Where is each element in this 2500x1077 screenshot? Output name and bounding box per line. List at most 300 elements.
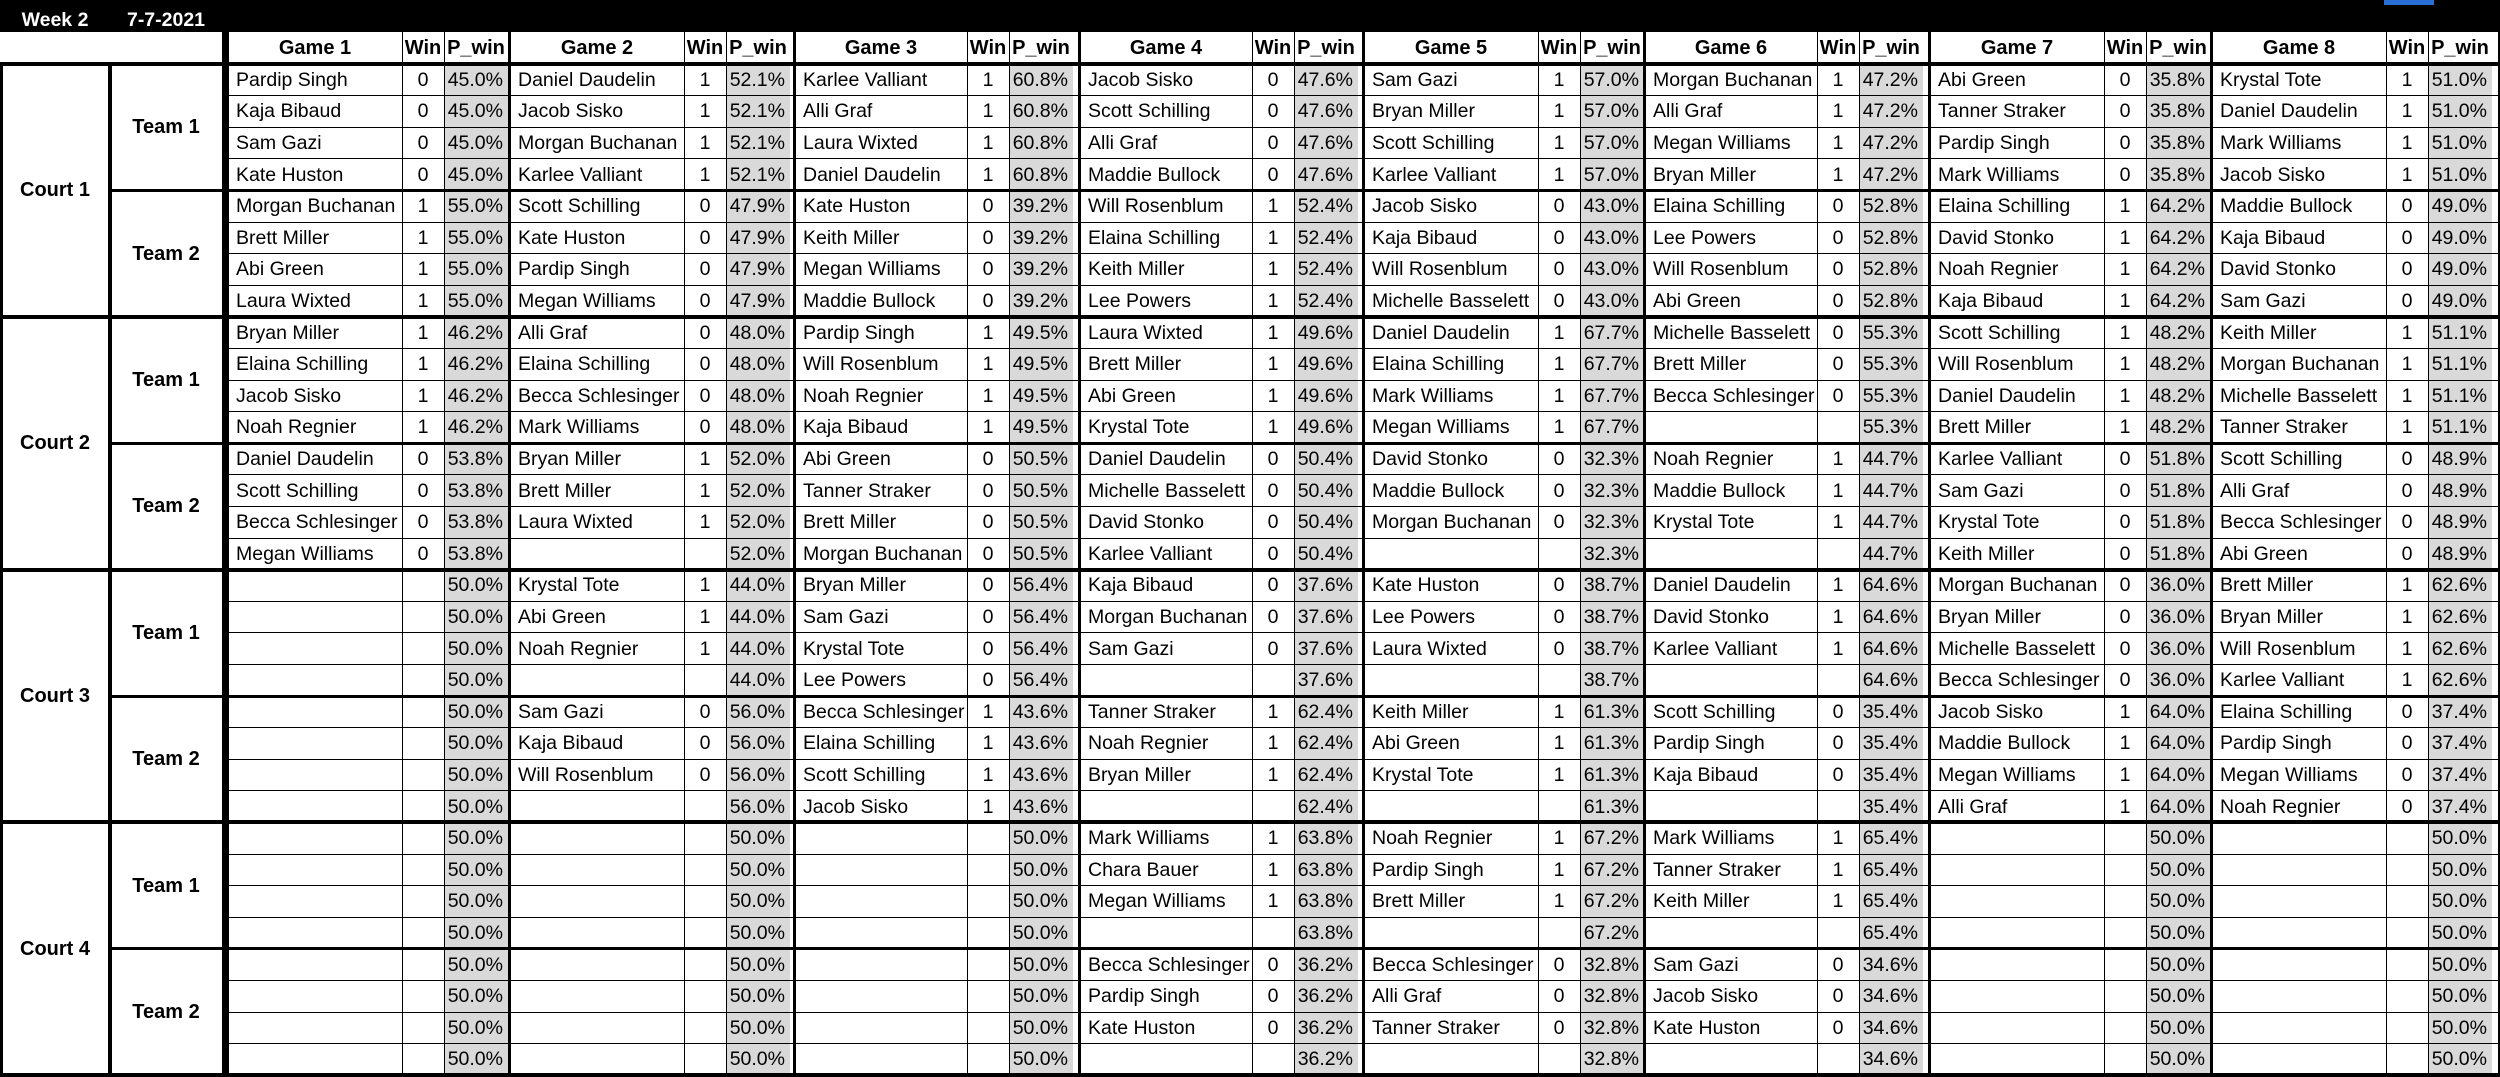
p-win-cell[interactable]: 38.7% (1580, 664, 1644, 696)
win-cell[interactable] (967, 886, 1009, 918)
win-cell[interactable]: 0 (417, 542, 429, 565)
p-win-cell[interactable]: 50.0% (2146, 886, 2210, 918)
p-win-cell[interactable]: 50.0% (2428, 980, 2492, 1012)
player-name-cell[interactable]: Noah Regnier (1938, 258, 2059, 281)
win-cell[interactable] (1538, 538, 1580, 570)
player-name-cell[interactable]: Krystal Tote (1938, 511, 2040, 534)
p-win-cell[interactable]: 43.6% (1009, 759, 1073, 791)
player-name-cell[interactable] (2212, 886, 2386, 918)
p-win-cell[interactable]: 50.0% (1009, 980, 1073, 1012)
player-name-cell[interactable] (228, 822, 402, 854)
player-name-cell[interactable] (2212, 917, 2386, 949)
player-name-cell[interactable]: Abi Green (2220, 542, 2308, 565)
p-win-cell[interactable]: 52.1% (726, 159, 790, 191)
player-name-cell[interactable]: Keith Miller (803, 226, 900, 249)
p-win-cell[interactable]: 64.0% (2146, 759, 2210, 791)
player-name-cell[interactable]: Will Rosenblum (1088, 195, 1224, 218)
p-win-cell[interactable]: 67.7% (1580, 412, 1644, 444)
p-win-cell[interactable]: 50.0% (2428, 886, 2492, 918)
win-cell[interactable]: 1 (2401, 100, 2413, 123)
p-win-cell[interactable]: 51.8% (2146, 506, 2210, 538)
player-name-cell[interactable]: Becca Schlesinger (1938, 669, 2100, 692)
win-cell[interactable]: 1 (2119, 321, 2131, 344)
p-win-cell[interactable]: 50.0% (444, 949, 508, 981)
win-cell[interactable]: 1 (1267, 763, 1279, 786)
player-name-cell[interactable]: Karlee Valliant (2220, 669, 2345, 692)
win-cell[interactable]: 1 (1832, 447, 1844, 470)
win-cell[interactable] (684, 538, 726, 570)
win-cell[interactable]: 0 (1832, 985, 1844, 1008)
p-win-cell[interactable]: 32.3% (1580, 475, 1644, 507)
win-cell[interactable]: 1 (1832, 100, 1844, 123)
win-cell[interactable] (967, 949, 1009, 981)
win-cell[interactable] (1252, 791, 1294, 823)
win-cell[interactable]: 1 (1553, 700, 1565, 723)
p-win-cell[interactable]: 34.6% (1859, 1012, 1923, 1044)
p-win-cell[interactable]: 37.4% (2428, 728, 2492, 760)
player-name-cell[interactable]: Megan Williams (1653, 131, 1791, 154)
win-cell[interactable]: 1 (1267, 732, 1279, 755)
win-cell[interactable]: 0 (982, 289, 994, 312)
win-cell[interactable]: 0 (417, 163, 429, 186)
player-name-cell[interactable]: Michelle Basselett (1372, 289, 1530, 312)
win-cell[interactable]: 0 (2119, 574, 2131, 597)
win-cell[interactable]: 0 (1267, 100, 1279, 123)
p-win-cell[interactable]: 37.4% (2428, 696, 2492, 728)
player-name-cell[interactable] (795, 1012, 967, 1044)
win-cell[interactable]: 1 (982, 416, 994, 439)
win-cell[interactable]: 1 (2401, 605, 2413, 628)
win-cell[interactable] (1538, 917, 1580, 949)
win-cell[interactable]: 1 (2119, 795, 2131, 818)
player-name-cell[interactable]: Will Rosenblum (518, 763, 654, 786)
player-name-cell[interactable] (228, 633, 402, 665)
win-cell[interactable]: 1 (2119, 258, 2131, 281)
p-win-cell[interactable]: 67.2% (1580, 854, 1644, 886)
win-cell[interactable]: 1 (982, 353, 994, 376)
player-name-cell[interactable] (1645, 1044, 1817, 1076)
player-name-cell[interactable]: Megan Williams (2220, 763, 2358, 786)
win-cell[interactable]: 1 (1832, 637, 1844, 660)
win-cell[interactable] (2386, 1012, 2428, 1044)
win-cell[interactable]: 1 (1553, 827, 1565, 850)
win-cell[interactable] (402, 633, 444, 665)
win-cell[interactable]: 0 (1832, 226, 1844, 249)
win-cell[interactable] (684, 1012, 726, 1044)
win-cell[interactable] (2386, 1044, 2428, 1076)
win-cell[interactable]: 1 (699, 447, 711, 470)
p-win-cell[interactable]: 62.4% (1294, 791, 1358, 823)
p-win-cell[interactable]: 37.4% (2428, 791, 2492, 823)
p-win-cell[interactable]: 55.0% (444, 222, 508, 254)
player-name-cell[interactable]: Megan Williams (1372, 416, 1510, 439)
win-cell[interactable]: 1 (1267, 195, 1279, 218)
win-cell[interactable]: 0 (2401, 289, 2413, 312)
p-win-cell[interactable]: 50.4% (1294, 443, 1358, 475)
player-name-cell[interactable] (795, 822, 967, 854)
p-win-cell[interactable]: 44.7% (1859, 443, 1923, 475)
win-cell[interactable]: 1 (699, 131, 711, 154)
player-name-cell[interactable]: Morgan Buchanan (2220, 353, 2380, 376)
p-win-cell[interactable]: 48.2% (2146, 412, 2210, 444)
player-name-cell[interactable]: Maddie Bullock (803, 289, 936, 312)
p-win-cell[interactable]: 47.6% (1294, 64, 1358, 96)
p-win-cell[interactable]: 56.4% (1009, 601, 1073, 633)
p-win-cell[interactable]: 61.3% (1580, 696, 1644, 728)
win-cell[interactable]: 1 (1553, 763, 1565, 786)
p-win-cell[interactable]: 50.5% (1009, 443, 1073, 475)
p-win-cell[interactable]: 52.4% (1294, 222, 1358, 254)
p-win-cell[interactable]: 47.2% (1859, 159, 1923, 191)
p-win-cell[interactable]: 52.1% (726, 64, 790, 96)
player-name-cell[interactable] (510, 1012, 684, 1044)
win-cell[interactable] (2104, 980, 2146, 1012)
win-cell[interactable]: 0 (1267, 1016, 1279, 1039)
player-name-cell[interactable]: Becca Schlesinger (1653, 384, 1815, 407)
player-name-cell[interactable]: Brett Miller (236, 226, 330, 249)
player-name-cell[interactable]: Elaina Schilling (518, 353, 651, 376)
player-name-cell[interactable]: Elaina Schilling (2220, 700, 2353, 723)
player-name-cell[interactable] (228, 980, 402, 1012)
player-name-cell[interactable]: David Stonko (1088, 511, 1204, 534)
player-name-cell[interactable] (1645, 664, 1817, 696)
player-name-cell[interactable] (1930, 980, 2104, 1012)
player-name-cell[interactable]: Mark Williams (2220, 131, 2342, 154)
player-name-cell[interactable]: Michelle Basselett (1088, 479, 1246, 502)
win-cell[interactable]: 1 (417, 289, 429, 312)
player-name-cell[interactable]: Brett Miller (518, 479, 612, 502)
player-name-cell[interactable]: Brett Miller (1938, 416, 2032, 439)
player-name-cell[interactable]: Scott Schilling (2220, 447, 2343, 470)
p-win-cell[interactable]: 61.3% (1580, 791, 1644, 823)
p-win-cell[interactable]: 50.0% (444, 791, 508, 823)
p-win-cell[interactable]: 65.4% (1859, 854, 1923, 886)
p-win-cell[interactable]: 51.1% (2428, 380, 2492, 412)
player-name-cell[interactable]: Brett Miller (803, 511, 897, 534)
p-win-cell[interactable]: 43.0% (1580, 285, 1644, 317)
win-cell[interactable] (402, 759, 444, 791)
player-name-cell[interactable]: Tanner Straker (803, 479, 931, 502)
player-name-cell[interactable]: Bryan Miller (1653, 163, 1756, 186)
player-name-cell[interactable]: Kaja Bibaud (518, 732, 624, 755)
win-cell[interactable]: 1 (982, 384, 994, 407)
win-cell[interactable]: 1 (1553, 353, 1565, 376)
p-win-cell[interactable]: 49.6% (1294, 348, 1358, 380)
win-cell[interactable]: 0 (1267, 542, 1279, 565)
p-win-cell[interactable]: 52.4% (1294, 190, 1358, 222)
player-name-cell[interactable] (2212, 854, 2386, 886)
p-win-cell[interactable]: 56.0% (726, 791, 790, 823)
p-win-cell[interactable]: 48.0% (726, 348, 790, 380)
p-win-cell[interactable]: 51.8% (2146, 538, 2210, 570)
player-name-cell[interactable]: Jacob Sisko (236, 384, 342, 407)
win-cell[interactable]: 1 (982, 700, 994, 723)
win-cell[interactable] (2104, 1012, 2146, 1044)
win-cell[interactable] (684, 917, 726, 949)
win-cell[interactable]: 0 (1553, 258, 1565, 281)
p-win-cell[interactable]: 64.0% (2146, 791, 2210, 823)
win-cell[interactable]: 0 (1832, 258, 1844, 281)
player-name-cell[interactable]: Maddie Bullock (2220, 195, 2353, 218)
player-name-cell[interactable] (510, 791, 684, 823)
win-cell[interactable]: 0 (2119, 163, 2131, 186)
p-win-cell[interactable]: 50.0% (2146, 980, 2210, 1012)
win-cell[interactable] (2104, 917, 2146, 949)
win-cell[interactable]: 1 (1267, 858, 1279, 881)
win-cell[interactable] (1538, 1044, 1580, 1076)
win-cell[interactable]: 1 (1553, 384, 1565, 407)
p-win-cell[interactable]: 32.3% (1580, 538, 1644, 570)
p-win-cell[interactable]: 62.4% (1294, 759, 1358, 791)
p-win-cell[interactable]: 63.8% (1294, 854, 1358, 886)
player-name-cell[interactable] (1080, 664, 1252, 696)
win-cell[interactable]: 1 (1553, 321, 1565, 344)
p-win-cell[interactable]: 52.0% (726, 475, 790, 507)
player-name-cell[interactable]: Laura Wixted (1088, 321, 1203, 344)
player-name-cell[interactable] (228, 949, 402, 981)
player-name-cell[interactable]: Krystal Tote (1372, 763, 1474, 786)
player-name-cell[interactable]: Keith Miller (1088, 258, 1185, 281)
player-name-cell[interactable]: Noah Regnier (236, 416, 357, 439)
win-cell[interactable]: 0 (1832, 1016, 1844, 1039)
p-win-cell[interactable]: 37.6% (1294, 664, 1358, 696)
win-cell[interactable]: 0 (699, 700, 711, 723)
win-cell[interactable] (2104, 854, 2146, 886)
win-cell[interactable] (1252, 1044, 1294, 1076)
p-win-cell[interactable]: 38.7% (1580, 601, 1644, 633)
p-win-cell[interactable]: 50.0% (2428, 1044, 2492, 1076)
player-name-cell[interactable]: Abi Green (1372, 732, 1460, 755)
win-cell[interactable]: 0 (699, 321, 711, 344)
win-cell[interactable]: 0 (699, 416, 711, 439)
win-cell[interactable]: 1 (982, 68, 994, 91)
win-cell[interactable]: 0 (1832, 321, 1844, 344)
player-name-cell[interactable]: Morgan Buchanan (236, 195, 396, 218)
player-name-cell[interactable]: Mark Williams (1372, 384, 1494, 407)
p-win-cell[interactable]: 50.0% (444, 570, 508, 602)
p-win-cell[interactable]: 44.0% (726, 664, 790, 696)
win-cell[interactable]: 1 (1832, 890, 1844, 913)
player-name-cell[interactable]: Daniel Daudelin (2220, 100, 2358, 123)
p-win-cell[interactable]: 32.3% (1580, 506, 1644, 538)
player-name-cell[interactable]: Sam Gazi (1372, 68, 1458, 91)
win-cell[interactable]: 1 (1553, 858, 1565, 881)
win-cell[interactable] (684, 664, 726, 696)
player-name-cell[interactable] (1645, 791, 1817, 823)
player-name-cell[interactable]: Elaina Schilling (803, 732, 936, 755)
p-win-cell[interactable]: 64.0% (2146, 696, 2210, 728)
player-name-cell[interactable]: Daniel Daudelin (236, 447, 374, 470)
player-name-cell[interactable]: Alli Graf (1653, 100, 1723, 123)
p-win-cell[interactable]: 65.4% (1859, 822, 1923, 854)
p-win-cell[interactable]: 44.0% (726, 601, 790, 633)
p-win-cell[interactable]: 50.0% (444, 886, 508, 918)
win-cell[interactable] (402, 822, 444, 854)
player-name-cell[interactable]: Abi Green (1938, 68, 2026, 91)
win-cell[interactable] (684, 791, 726, 823)
player-name-cell[interactable]: Tanner Straker (1653, 858, 1781, 881)
player-name-cell[interactable]: Scott Schilling (1653, 700, 1776, 723)
win-cell[interactable] (1538, 664, 1580, 696)
p-win-cell[interactable]: 34.6% (1859, 1044, 1923, 1076)
player-name-cell[interactable]: Megan Williams (803, 258, 941, 281)
p-win-cell[interactable]: 47.2% (1859, 64, 1923, 96)
win-cell[interactable]: 1 (1267, 416, 1279, 439)
win-cell[interactable]: 0 (417, 511, 429, 534)
win-cell[interactable]: 1 (982, 732, 994, 755)
p-win-cell[interactable]: 47.9% (726, 285, 790, 317)
p-win-cell[interactable]: 50.5% (1009, 538, 1073, 570)
player-name-cell[interactable]: Alli Graf (518, 321, 588, 344)
p-win-cell[interactable]: 67.7% (1580, 348, 1644, 380)
win-cell[interactable]: 1 (1832, 827, 1844, 850)
win-cell[interactable]: 0 (2401, 479, 2413, 502)
player-name-cell[interactable] (1645, 538, 1817, 570)
player-name-cell[interactable] (228, 917, 402, 949)
p-win-cell[interactable]: 48.0% (726, 412, 790, 444)
win-cell[interactable]: 1 (1267, 384, 1279, 407)
player-name-cell[interactable]: Noah Regnier (518, 637, 639, 660)
player-name-cell[interactable]: Kate Huston (803, 195, 911, 218)
p-win-cell[interactable]: 34.6% (1859, 949, 1923, 981)
p-win-cell[interactable]: 60.8% (1009, 64, 1073, 96)
p-win-cell[interactable]: 55.0% (444, 285, 508, 317)
p-win-cell[interactable]: 39.2% (1009, 222, 1073, 254)
player-name-cell[interactable]: Will Rosenblum (803, 353, 939, 376)
p-win-cell[interactable]: 50.0% (444, 664, 508, 696)
p-win-cell[interactable]: 50.0% (2146, 854, 2210, 886)
win-cell[interactable]: 0 (699, 226, 711, 249)
p-win-cell[interactable]: 62.4% (1294, 728, 1358, 760)
p-win-cell[interactable]: 62.6% (2428, 570, 2492, 602)
player-name-cell[interactable]: Alli Graf (2220, 479, 2290, 502)
p-win-cell[interactable]: 67.2% (1580, 886, 1644, 918)
p-win-cell[interactable]: 65.4% (1859, 886, 1923, 918)
win-cell[interactable]: 0 (2401, 732, 2413, 755)
win-cell[interactable]: 1 (2119, 289, 2131, 312)
p-win-cell[interactable]: 50.0% (1009, 917, 1073, 949)
player-name-cell[interactable]: Maddie Bullock (1653, 479, 1786, 502)
win-cell[interactable] (2104, 949, 2146, 981)
player-name-cell[interactable] (795, 854, 967, 886)
player-name-cell[interactable] (1364, 791, 1538, 823)
win-cell[interactable]: 1 (699, 479, 711, 502)
p-win-cell[interactable]: 50.0% (726, 1012, 790, 1044)
player-name-cell[interactable] (228, 570, 402, 602)
player-name-cell[interactable]: Kate Huston (1088, 1016, 1196, 1039)
player-name-cell[interactable] (795, 949, 967, 981)
win-cell[interactable]: 0 (2119, 637, 2131, 660)
win-cell[interactable]: 1 (2119, 195, 2131, 218)
win-cell[interactable]: 1 (699, 605, 711, 628)
player-name-cell[interactable] (510, 917, 684, 949)
p-win-cell[interactable]: 52.1% (726, 127, 790, 159)
win-cell[interactable]: 0 (1267, 479, 1279, 502)
p-win-cell[interactable]: 64.6% (1859, 570, 1923, 602)
p-win-cell[interactable]: 50.4% (1294, 538, 1358, 570)
p-win-cell[interactable]: 50.0% (2428, 1012, 2492, 1044)
win-cell[interactable]: 0 (2401, 447, 2413, 470)
p-win-cell[interactable]: 50.0% (726, 949, 790, 981)
win-cell[interactable] (684, 886, 726, 918)
win-cell[interactable]: 0 (699, 195, 711, 218)
player-name-cell[interactable]: Abi Green (236, 258, 324, 281)
win-cell[interactable]: 1 (699, 637, 711, 660)
p-win-cell[interactable]: 44.7% (1859, 475, 1923, 507)
p-win-cell[interactable]: 49.5% (1009, 317, 1073, 349)
player-name-cell[interactable]: Bryan Miller (236, 321, 339, 344)
player-name-cell[interactable]: Scott Schilling (518, 195, 641, 218)
win-cell[interactable] (1252, 917, 1294, 949)
win-cell[interactable]: 1 (1832, 574, 1844, 597)
win-cell[interactable]: 1 (1267, 321, 1279, 344)
player-name-cell[interactable]: Sam Gazi (1088, 637, 1174, 660)
player-name-cell[interactable] (1930, 949, 2104, 981)
win-cell[interactable]: 1 (982, 100, 994, 123)
player-name-cell[interactable] (1645, 917, 1817, 949)
p-win-cell[interactable]: 43.0% (1580, 222, 1644, 254)
win-cell[interactable] (402, 664, 444, 696)
player-name-cell[interactable]: Jacob Sisko (803, 795, 909, 818)
player-name-cell[interactable]: Krystal Tote (1088, 416, 1190, 439)
player-name-cell[interactable]: Bryan Miller (1372, 100, 1475, 123)
player-name-cell[interactable] (2212, 1044, 2386, 1076)
win-cell[interactable]: 1 (2401, 353, 2413, 376)
player-name-cell[interactable]: Krystal Tote (2220, 68, 2322, 91)
scroll-accent[interactable] (2384, 0, 2434, 5)
win-cell[interactable]: 0 (2401, 258, 2413, 281)
player-name-cell[interactable]: Pardip Singh (1088, 985, 1200, 1008)
player-name-cell[interactable]: Karlee Valliant (803, 68, 928, 91)
p-win-cell[interactable]: 47.6% (1294, 96, 1358, 128)
p-win-cell[interactable]: 52.8% (1859, 222, 1923, 254)
player-name-cell[interactable]: Jacob Sisko (1653, 985, 1759, 1008)
p-win-cell[interactable]: 49.6% (1294, 412, 1358, 444)
p-win-cell[interactable]: 49.0% (2428, 254, 2492, 286)
p-win-cell[interactable]: 67.7% (1580, 380, 1644, 412)
player-name-cell[interactable] (228, 1012, 402, 1044)
win-cell[interactable]: 1 (417, 321, 429, 344)
win-cell[interactable]: 1 (2401, 637, 2413, 660)
p-win-cell[interactable]: 55.3% (1859, 412, 1923, 444)
win-cell[interactable]: 0 (1267, 447, 1279, 470)
win-cell[interactable]: 0 (2401, 795, 2413, 818)
p-win-cell[interactable]: 52.4% (1294, 254, 1358, 286)
player-name-cell[interactable]: Bryan Miller (2220, 605, 2323, 628)
p-win-cell[interactable]: 49.6% (1294, 317, 1358, 349)
win-cell[interactable] (1252, 664, 1294, 696)
win-cell[interactable]: 1 (2401, 131, 2413, 154)
player-name-cell[interactable]: Keith Miller (1653, 890, 1750, 913)
player-name-cell[interactable]: Jacob Sisko (2220, 163, 2326, 186)
player-name-cell[interactable]: Alli Graf (1088, 131, 1158, 154)
p-win-cell[interactable]: 50.0% (444, 696, 508, 728)
player-name-cell[interactable] (510, 1044, 684, 1076)
player-name-cell[interactable]: Sam Gazi (1653, 953, 1739, 976)
win-cell[interactable]: 0 (2401, 511, 2413, 534)
p-win-cell[interactable]: 43.0% (1580, 190, 1644, 222)
p-win-cell[interactable]: 60.8% (1009, 159, 1073, 191)
win-cell[interactable]: 0 (982, 195, 994, 218)
p-win-cell[interactable]: 48.9% (2428, 538, 2492, 570)
p-win-cell[interactable]: 36.2% (1294, 1012, 1358, 1044)
player-name-cell[interactable]: Tanner Straker (1088, 700, 1216, 723)
player-name-cell[interactable]: Brett Miller (1653, 353, 1747, 376)
player-name-cell[interactable]: Pardip Singh (803, 321, 915, 344)
player-name-cell[interactable]: Morgan Buchanan (1372, 511, 1532, 534)
player-name-cell[interactable]: Jacob Sisko (1938, 700, 2044, 723)
win-cell[interactable] (967, 917, 1009, 949)
